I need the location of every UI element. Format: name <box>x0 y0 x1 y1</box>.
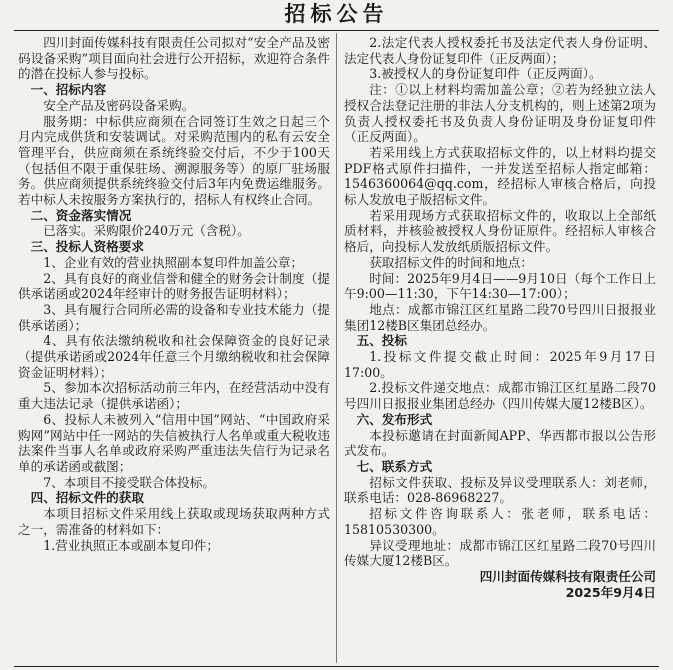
required-material-item: 1.营业执照正本或副本复印件； <box>43 537 219 553</box>
notice-title: 招标公告 <box>284 2 389 26</box>
acquisition-time: 时间：2025年9月4日——9月10日（每个工作日上午9:00—11:30，下午14:30—17:00）； <box>344 270 656 302</box>
online-acquisition-paragraph: 若采用线上方式获取招标文件的，以上材料均提交PDF格式原件扫描件，一并发送至招标人指定邮箱：1546360064@qq.com，经招标人审核合格后，向投标人发放电子版招标文件。 <box>344 144 656 208</box>
section-heading-qualifications: 三、投标人资格要求 <box>30 239 144 255</box>
section-heading-content: 一、招标内容 <box>30 82 107 98</box>
section-heading-contact: 七、联系方式 <box>356 458 433 474</box>
materials-note: 注：①以上材料均需加盖公章；②若为经独立法人授权合法登记注册的非法人分支机构的，则上述第2项为负责人授权委托书及负责人身份证明及身份证复印件（正反两面）。 <box>344 82 656 145</box>
contact-paragraph: 招标文件咨询联系人：张老师，联系电话：15810530300。 <box>344 506 656 537</box>
bidding-item: 1.投标文件提交截止时间：2025年9月17日17:00。 <box>344 349 656 380</box>
qualification-item: 2、具有良好的商业信誉和健全的财务会计制度（提供承诺函或2024年经审计的财务报告证明材料）； <box>18 270 330 302</box>
section-heading-publication: 六、发布形式 <box>356 411 433 427</box>
qualification-item: 4、具有依法缴纳税收和社会保障资金的良好记录（提供承诺函或2024年任意三个月缴纳税收和社会保障资金证明材料）； <box>18 333 330 380</box>
top-rule <box>14 30 659 31</box>
funding-paragraph: 已落实。采购限价240万元（含税）。 <box>43 223 250 239</box>
signature-org: 四川封面传媒科技有限责任公司 <box>479 568 656 584</box>
service-period-paragraph: 服务期：中标供应商须在合同签订生效之日起三个月内完成供货和安装调试。对采购范围内的私有云安全管理平台，供应商须在系统终验交付后，不少于100天（包括但不限于重保驻场、溯源服务等）的原厂驻场服务。供应商须提供系统终验交付后3年内免费运维服务。若中标人未按服务方案执行的，招标人有权终止合同。 <box>18 113 330 208</box>
onsite-acquisition-paragraph: 若采用现场方式获取招标文件的，收取以上全部纸质材料，并核验被授权人身份证原件。经招标人审核合格后，向投标人发放纸质版招标文件。 <box>344 207 656 255</box>
bidding-item: 2.投标文件递交地点：成都市锦江区红星路二段70号四川日报报业集团总经办（四川传媒大厦12楼B区）。 <box>344 380 656 412</box>
section-heading-funding: 二、资金落实情况 <box>30 207 132 223</box>
acquisition-time-title: 获取招标文件的时间和地点： <box>369 254 533 270</box>
documents-intro: 本项目招标文件采用线上获取或现场获取两种方式之一，需准备的材料如下： <box>18 506 330 537</box>
acquisition-place: 地点：成都市锦江区红星路二段70号四川日报报业集团12楼B区集团总经办。 <box>344 301 656 333</box>
column-divider <box>336 33 337 663</box>
section-heading-documents: 四、招标文件的获取 <box>30 490 144 506</box>
intro-paragraph: 四川封面传媒科技有限责任公司拟对“安全产品及密码设备采购”项目面向社会进行公开招标，欢迎符合条件的潜在投标人参与投标。 <box>18 35 330 82</box>
qualification-item: 1、企业有效的营业执照副本复印件加盖公章； <box>43 254 304 270</box>
bottom-rule <box>14 666 659 667</box>
contact-paragraph: 招标文件获取、投标及异议受理联系人：刘老师，联系电话：028-86968227。 <box>344 474 656 506</box>
publication-paragraph: 本投标邀请在封面新闻APP、华西都市报以公告形式发布。 <box>344 427 656 459</box>
qualification-item: 3、具有履行合同所必需的设备和专业技术能力（提供承诺函）； <box>18 301 330 333</box>
qualification-item: 7、本项目不接受联合体投标。 <box>43 474 215 490</box>
qualification-item: 6、投标人未被列入“信用中国”网站、“中国政府采购网”网站中任一网站的失信被执行人名单或重大税收违法案件当事人名单或政府采购严重违法失信行为记录名单的承诺函或截图； <box>18 411 330 474</box>
left-column <box>18 35 330 665</box>
signature-date: 2025年9月4日 <box>565 584 656 600</box>
required-material-item: 3.被授权人的身份证复印件（正反两面）。 <box>369 66 602 82</box>
objection-address: 异议受理地址：成都市锦江区红星路二段70号四川传媒大厦12楼B区。 <box>344 537 656 569</box>
section-heading-bidding: 五、投标 <box>356 333 407 349</box>
required-material-item: 2.法定代表人授权委托书及法定代表人身份证明、法定代表人身份证复印件（正反两面）； <box>344 35 656 66</box>
right-column <box>344 35 656 665</box>
content-item: 安全产品及密码设备采购。 <box>43 97 195 113</box>
qualification-item: 5、参加本次招标活动前三年内，在经营活动中没有重大违法记录（提供承诺函）； <box>18 380 330 412</box>
